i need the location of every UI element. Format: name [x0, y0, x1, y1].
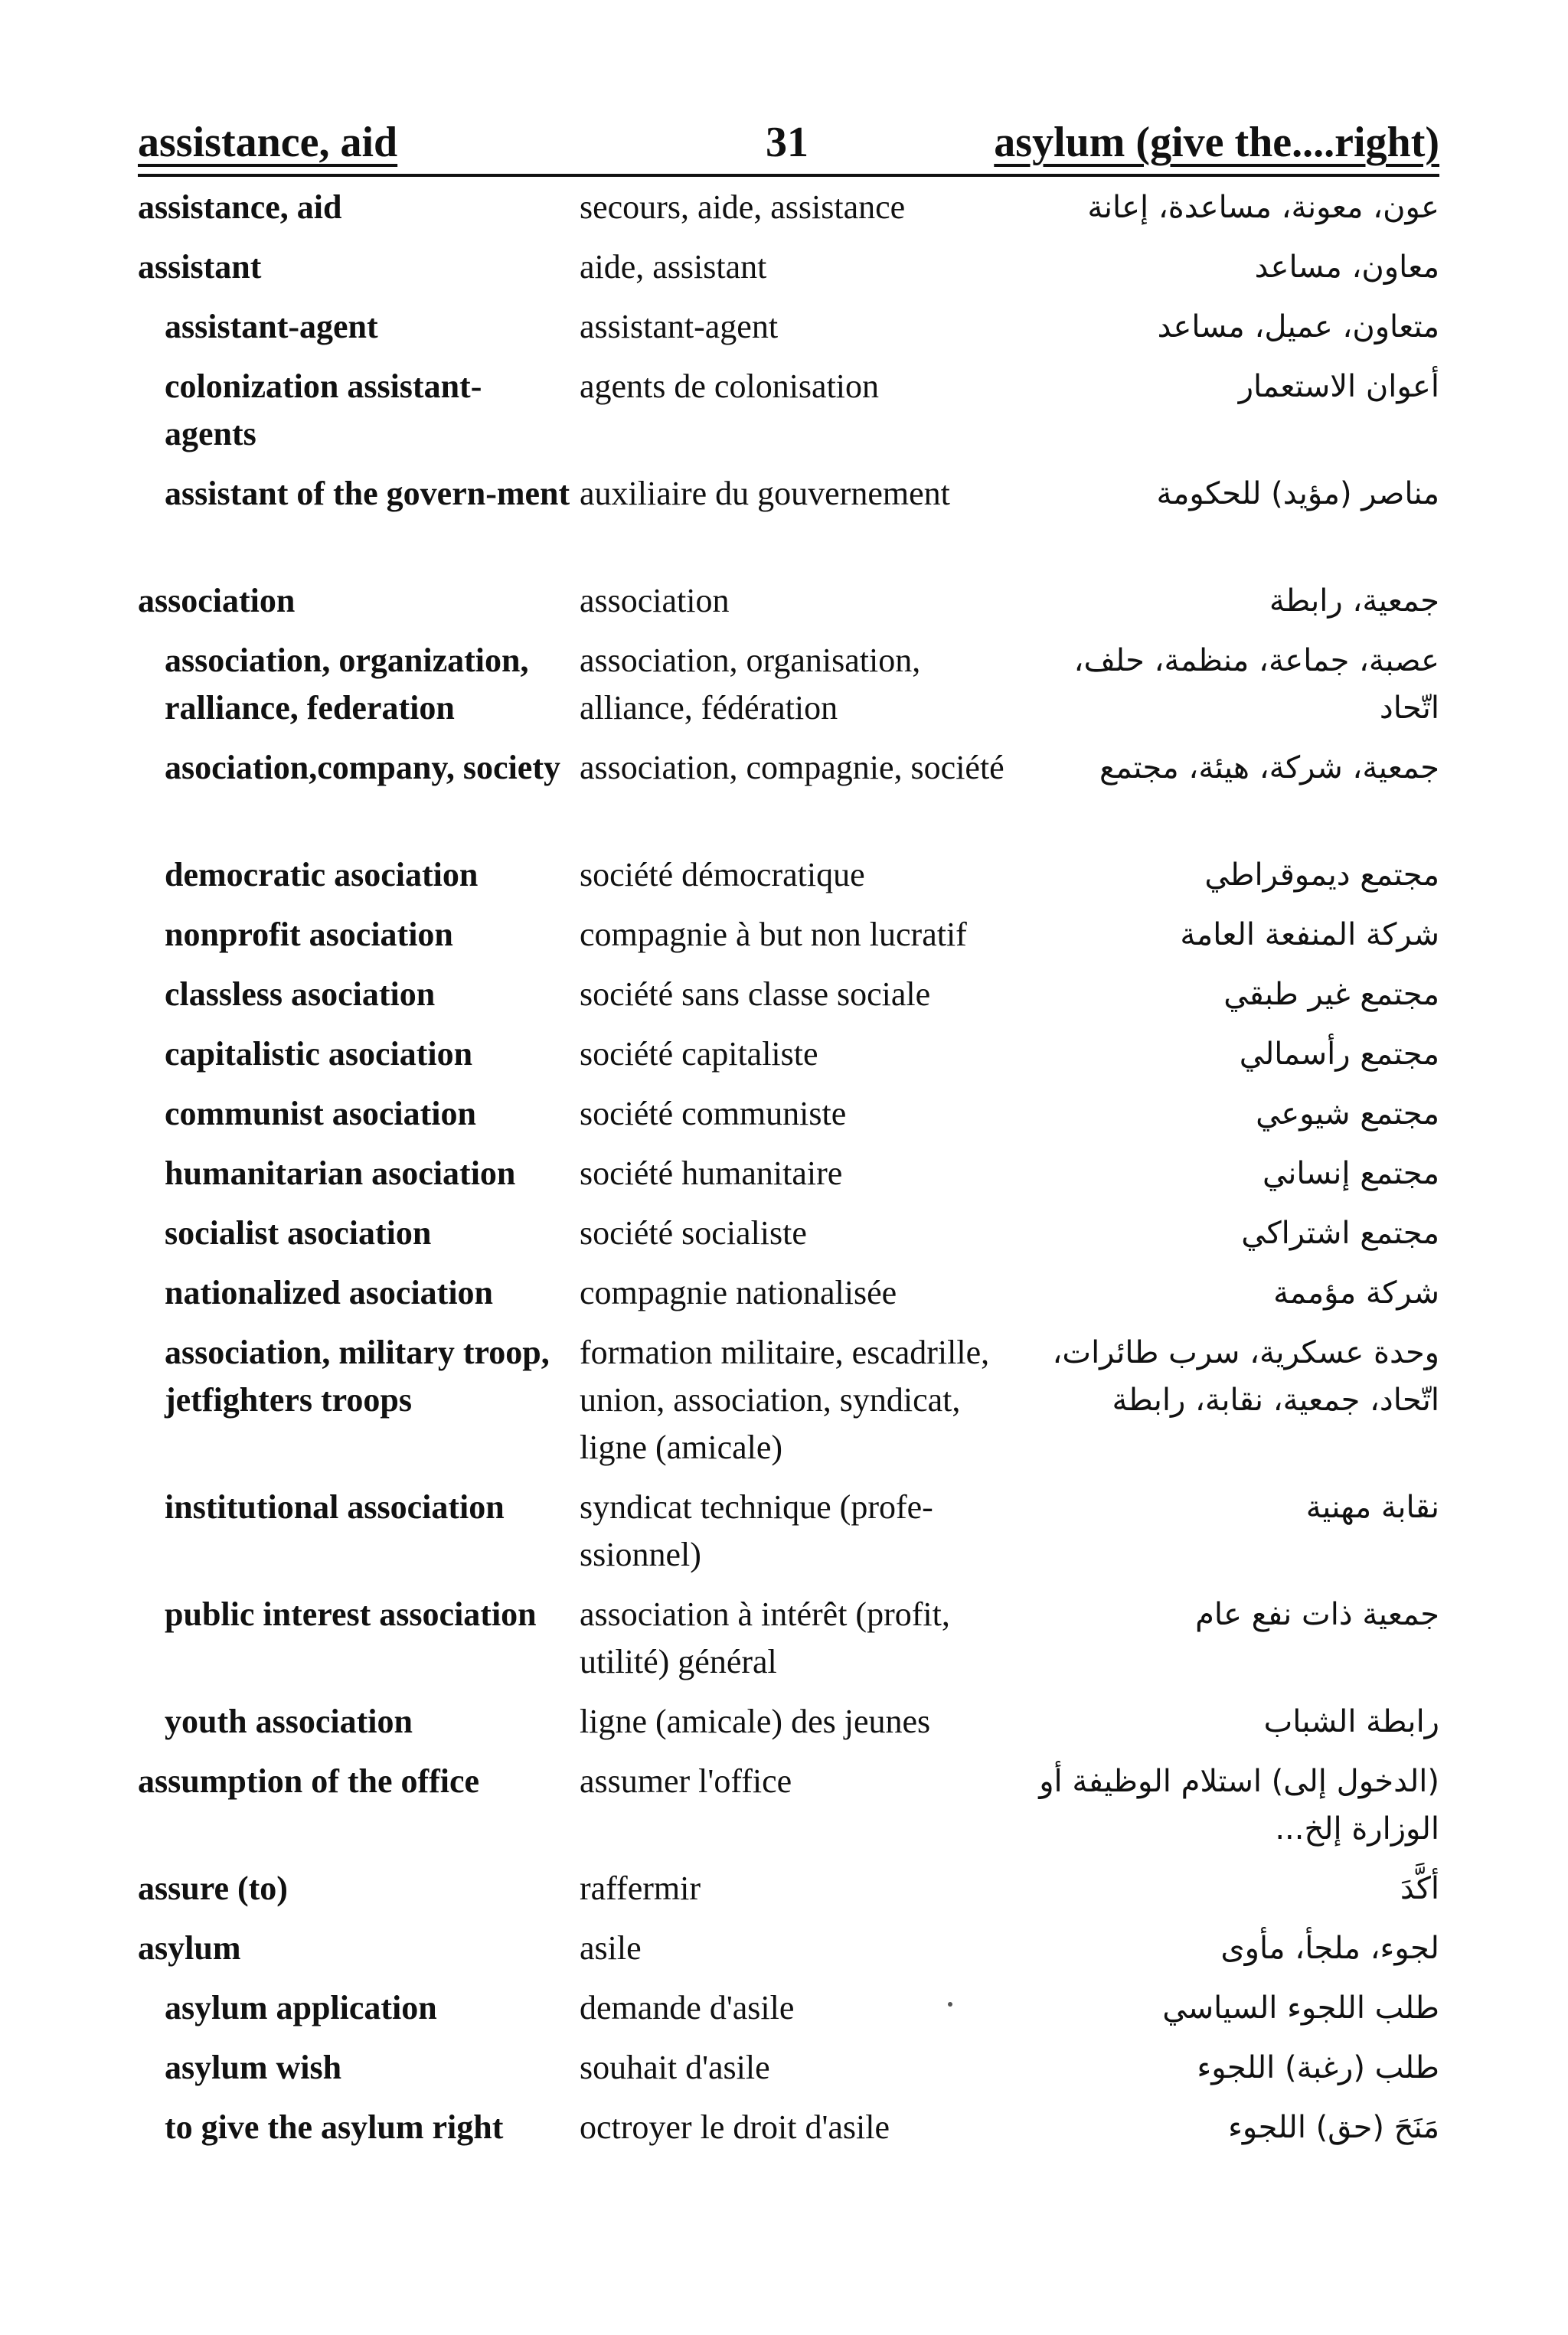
entry-arabic: طلب (رغبة) اللجوء: [1197, 2050, 1439, 2085]
entry-french: auxiliaire du gouvernement: [580, 475, 950, 512]
entry-french: société communiste: [580, 1095, 847, 1132]
entry-english: institutional association: [165, 1488, 505, 1526]
entry-french: société démocratique: [580, 856, 865, 893]
entry-french: demande d'asile: [580, 1989, 795, 2026]
entry-arabic: مَنَحَ (حق) اللجوء: [1228, 2110, 1439, 2145]
entry-english: assistant: [138, 248, 262, 286]
entry-french: association, compagnie, société: [580, 749, 1004, 786]
entry-english: communist asociation: [165, 1095, 476, 1132]
entry-row: [0, 1484, 1568, 1591]
entry-arabic: مجتمع ديموقراطي: [1204, 857, 1439, 893]
entry-row: [0, 744, 1568, 851]
entry-english: humanitarian asociation: [165, 1154, 516, 1192]
entry-french: aide, assistant: [580, 248, 767, 286]
entry-arabic: عصبة، جماعة، منظمة، حلف، اتّحاد: [1073, 643, 1439, 726]
entry-french: souhait d'asile: [580, 2049, 770, 2086]
entry-english: asylum wish: [165, 2049, 342, 2086]
entry-row: [0, 1591, 1568, 1698]
entry-row: [0, 303, 1568, 363]
entry-row: [0, 1865, 1568, 1925]
entry-french: raffermir: [580, 1870, 701, 1907]
entry-english: assistance, aid: [138, 188, 342, 226]
entry-french: compagnie nationalisée: [580, 1274, 897, 1311]
entry-arabic: وحدة عسكرية، سرب طائرات، اتّحاد، جمعية، نقابة، رابطة: [1052, 1335, 1439, 1418]
entry-row: [0, 1210, 1568, 1269]
entry-row: [0, 1925, 1568, 1984]
entry-arabic: شركة مؤممة: [1273, 1275, 1439, 1311]
entry-french: assumer l'office: [580, 1762, 792, 1800]
entry-arabic: معاون، مساعد: [1254, 250, 1439, 285]
entry-french: société capitaliste: [580, 1035, 818, 1073]
entry-row: [0, 851, 1568, 911]
entry-french: association, organisation, alliance, fédération: [580, 642, 921, 727]
entry-french: société sans classe sociale: [580, 975, 931, 1013]
entry-french: société socialiste: [580, 1214, 807, 1252]
entry-row: [0, 1698, 1568, 1758]
entry-row: [0, 1984, 1568, 2044]
entry-french: ligne (amicale) des jeunes: [580, 1703, 931, 1740]
entry-row: [0, 363, 1568, 470]
entry-arabic: مناصر (مؤيد) للحكومة: [1156, 476, 1439, 511]
entry-french: syndicat technique (profe-ssionnel): [580, 1488, 933, 1573]
entry-english: assistant-agent: [165, 308, 378, 345]
entry-row: [0, 637, 1568, 744]
entry-row: [0, 1758, 1568, 1865]
entry-arabic: مجتمع إنساني: [1262, 1156, 1439, 1191]
header-first-entry: assistance, aid: [138, 119, 398, 166]
entry-english: socialist asociation: [165, 1214, 432, 1252]
entry-english: capitalistic asociation: [165, 1035, 473, 1073]
entry-english: colonization assistant-agents: [165, 367, 482, 452]
entry-english: asylum application: [165, 1989, 437, 2026]
entry-row: [0, 1030, 1568, 1090]
entry-arabic: رابطة الشباب: [1263, 1704, 1439, 1739]
entry-arabic: مجتمع غير طبقي: [1223, 977, 1439, 1012]
entry-english: youth association: [165, 1703, 413, 1740]
entry-row: [0, 2044, 1568, 2104]
entry-arabic: عون، معونة، مساعدة، إعانة: [1087, 190, 1439, 225]
entry-arabic: مجتمع رأسمالي: [1239, 1037, 1439, 1072]
entry-french: formation militaire, escadrille, union, association, syndicat, ligne (amicale): [580, 1334, 990, 1466]
entry-english: public interest association: [165, 1595, 537, 1633]
entry-arabic: مجتمع اشتراكي: [1241, 1216, 1439, 1251]
entry-row: [0, 470, 1568, 577]
entry-french: société humanitaire: [580, 1154, 843, 1192]
entry-arabic: أكَّدَ: [1400, 1871, 1439, 1906]
entry-english: assumption of the office: [138, 1762, 480, 1800]
entry-english: assure (to): [138, 1870, 288, 1907]
page-header: [138, 115, 1439, 170]
entry-arabic: متعاون، عميل، مساعد: [1157, 309, 1439, 345]
entry-english: assistant of the govern-ment: [165, 475, 570, 512]
header-last-entry: asylum (give the....right): [994, 119, 1439, 166]
entry-arabic: نقابة مهنية: [1305, 1490, 1439, 1525]
entry-row: [0, 1329, 1568, 1484]
entry-arabic: طلب اللجوء السياسي: [1162, 1990, 1439, 2026]
header-rule: [138, 174, 1439, 177]
entry-row: [0, 1150, 1568, 1210]
entry-english: association: [138, 582, 296, 619]
entry-english: classless asociation: [165, 975, 436, 1013]
entry-row: [0, 911, 1568, 971]
entry-row: [0, 243, 1568, 303]
entry-list: [0, 184, 1568, 2164]
entry-french: association à intérêt (profit, utilité) général: [580, 1595, 950, 1680]
entry-arabic: جمعية، شركة، هيئة، مجتمع: [1099, 750, 1439, 785]
entry-french: asile: [580, 1929, 642, 1967]
entry-arabic: جمعية ذات نفع عام: [1195, 1597, 1439, 1632]
entry-arabic: (الدخول إلى) استلام الوظيفة أو الوزارة إلخ...: [1039, 1764, 1439, 1847]
entry-english: asociation,company, society: [165, 749, 560, 786]
entry-english: nationalized asociation: [165, 1274, 494, 1311]
entry-english: association, organization, ralliance, federation: [165, 642, 529, 727]
entry-english: nonprofit asociation: [165, 916, 453, 953]
entry-arabic: جمعية، رابطة: [1269, 583, 1439, 619]
entry-arabic: أعوان الاستعمار: [1238, 369, 1439, 404]
entry-french: secours, aide, assistance: [580, 188, 906, 226]
entry-english: democratic asociation: [165, 856, 479, 893]
entry-english: to give the asylum right: [165, 2108, 504, 2146]
entry-row: [0, 1269, 1568, 1329]
entry-row: [0, 971, 1568, 1030]
entry-english: association, military troop, jetfighters troops: [165, 1334, 550, 1419]
entry-arabic: مجتمع شيوعي: [1256, 1096, 1439, 1132]
entry-row: [0, 184, 1568, 243]
entry-arabic: لجوء، ملجأ، مأوى: [1220, 1931, 1439, 1966]
print-speck: [948, 2002, 952, 2007]
entry-row: [0, 1090, 1568, 1150]
entry-french: agents de colonisation: [580, 367, 880, 405]
entry-french: octroyer le droit d'asile: [580, 2108, 890, 2146]
entry-french: assistant-agent: [580, 308, 779, 345]
entry-row: [0, 577, 1568, 637]
entry-french: association: [580, 582, 730, 619]
entry-english: asylum: [138, 1929, 241, 1967]
entry-arabic: شركة المنفعة العامة: [1180, 917, 1439, 952]
entry-french: compagnie à but non lucratif: [580, 916, 967, 953]
entry-row: [0, 2104, 1568, 2164]
page-number: 31: [766, 119, 808, 166]
